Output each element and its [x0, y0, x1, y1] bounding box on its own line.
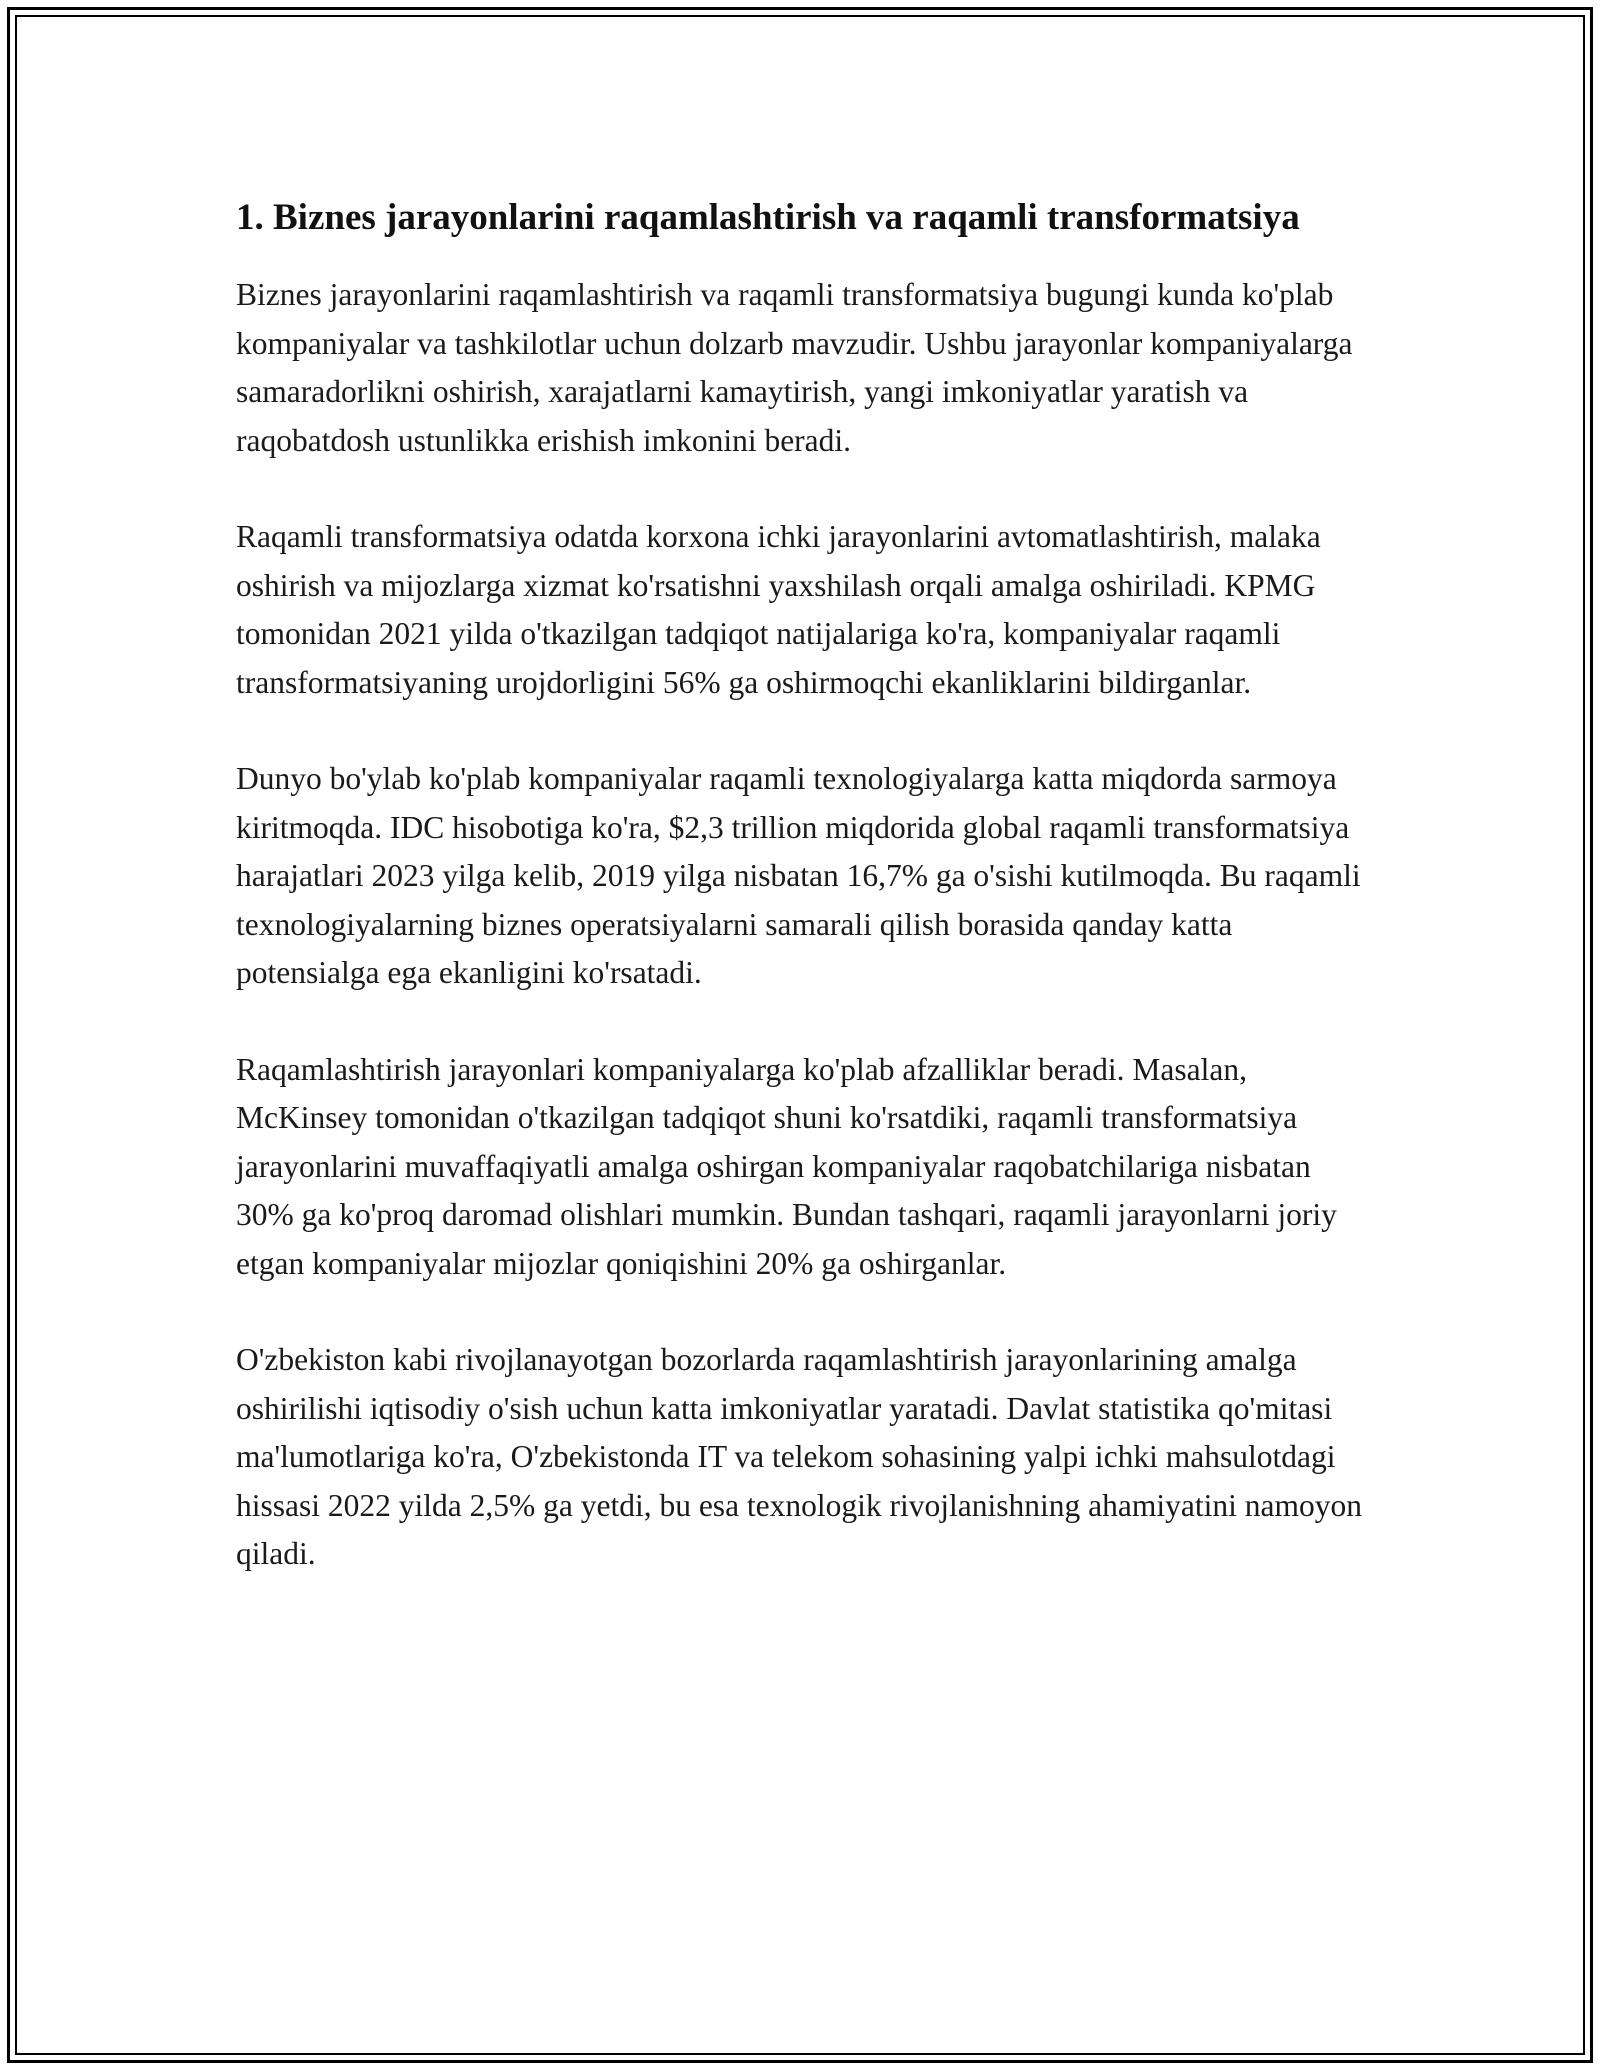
paragraph-2: Raqamli transformatsiya odatda korxona ichki jarayonlarini avtomatlashtirish, malaka oshirish va mijozlarga xizmat ko'rsatishni yaxshilash orqali amalga oshiriladi. KPMG tomonidan 2021 yilda o'tkazilgan tadqiqot natijalariga ko'ra, kompaniyalar raqamli transformatsiyaning urojdorligini 56% ga oshirmoqchi ekanliklarini bildirganlar. — [236, 519, 1321, 700]
document-body — [236, 190, 1366, 1579]
paragraph-3: Dunyo bo'ylab ko'plab kompaniyalar raqamli texnologiyalarga katta miqdorda sarmoya kiritmoqda. IDC hisobotiga ko'ra, $2,3 trillion miqdorida global raqamli transformatsiya harajatlari 2023 yilga kelib, 2019 yilga nisbatan 16,7% ga o'sishi kutilmoqda. Bu raqamli texnologiyalarning biznes operatsiyalarni samarali qilish borasida qanday katta potensialga ega ekanligini ko'rsatadi. — [236, 761, 1361, 990]
paragraph-5: O'zbekiston kabi rivojlanayotgan bozorlarda raqamlashtirish jarayonlarining amalga oshirilishi iqtisodiy o'sish uchun katta imkoniyatlar yaratadi. Davlat statistika qo'mitasi ma'lumotlariga ko'ra, O'zbekistonda IT va telekom sohasining yalpi ichki mahsulotdagi hissasi 2022 yilda 2,5% ga yetdi, bu esa texnologik rivojlanishning ahamiyatini namoyon qiladi. — [236, 1342, 1362, 1571]
section-heading: 1. Biznes jarayonlarini raqamlashtirish va raqamli transformatsiya — [236, 197, 1300, 238]
paragraph-4: Raqamlashtirish jarayonlari kompaniyalarga ko'plab afzalliklar beradi. Masalan, McKinsey tomonidan o'tkazilgan tadqiqot shuni ko'rsatdiki, raqamli transformatsiya jarayonlarini muvaffaqiyatli amalga oshirgan kompaniyalar raqobatchilariga nisbatan 30% ga ko'proq daromad olishlari mumkin. Bundan tashqari, raqamli jarayonlarni joriy etgan kompaniyalar mijozlar qoniqishini 20% ga oshirganlar. — [236, 1051, 1337, 1281]
paragraph-1: Biznes jarayonlarini raqamlashtirish va raqamli transformatsiya bugungi kunda ko'plab kompaniyalar va tashkilotlar uchun dolzarb mavzudir. Ushbu jarayonlar kompaniyalarga samaradorlikni oshirish, xarajatlarni kamaytirish, yangi imkoniyatlar yaratish va raqobatdosh ustunlikka erishish imkonini beradi. — [236, 277, 1353, 458]
